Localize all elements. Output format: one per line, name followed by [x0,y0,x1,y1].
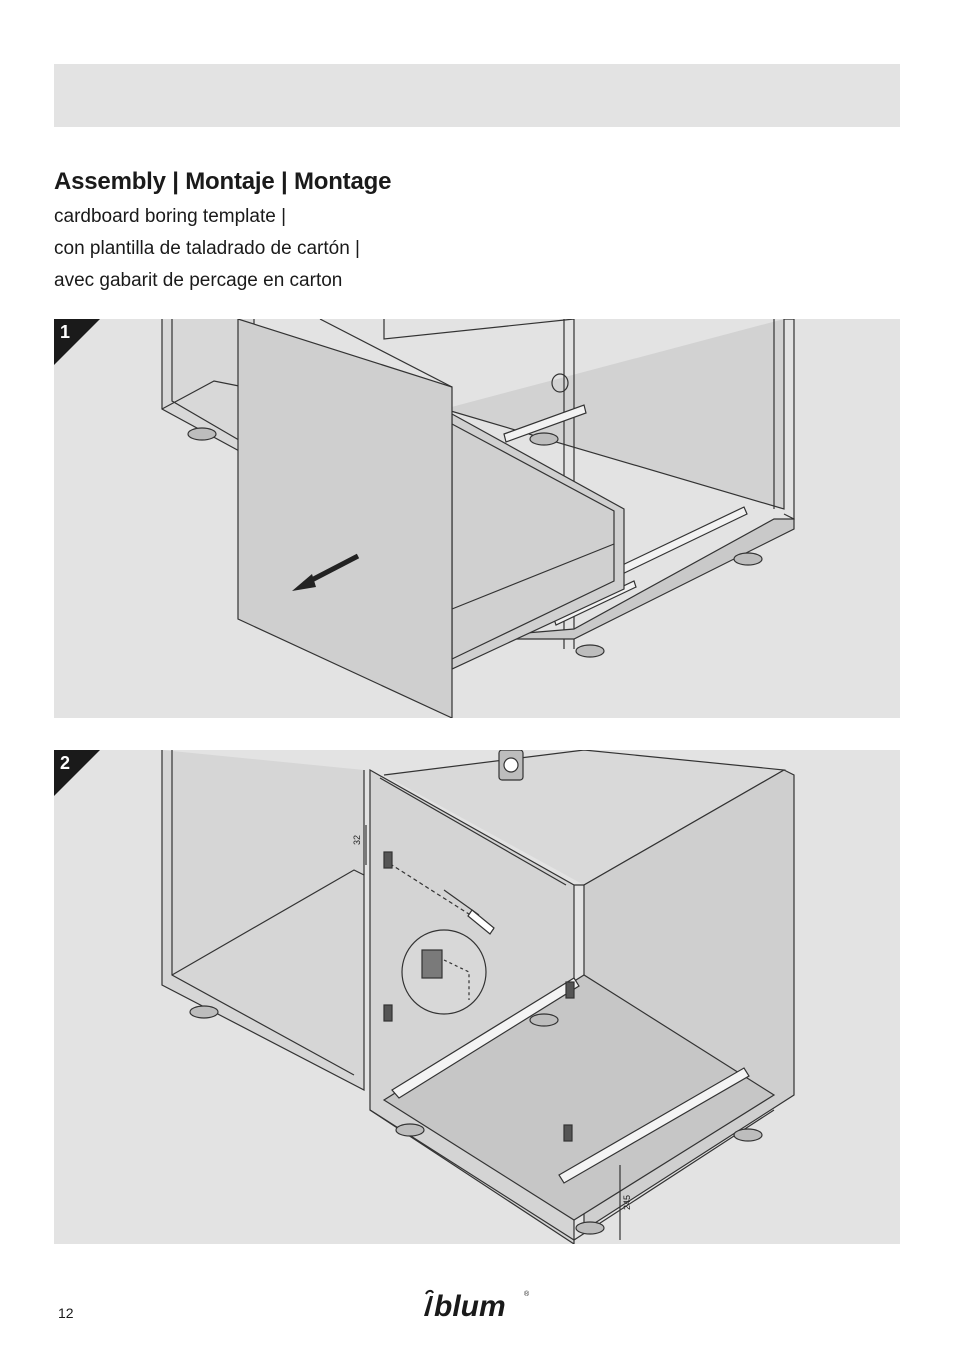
blum-logo [420,1286,532,1322]
subtitle-line-en: cardboard boring template | [54,206,287,227]
subtitle-line-fr: avec gabarit de percage en carton [54,270,343,291]
brand-wordmark: blum [434,1290,506,1322]
cabinet-drawer-removal-drawing [54,319,900,718]
step-number: 1 [60,322,71,342]
subtitle-line-es: con plantilla de taladrado de cartón | [54,238,360,259]
page-title: Assembly | Montaje | Montage [54,168,392,195]
runner-mounting-drawing [54,750,900,1244]
dimension-label-bottom: 245 [622,1194,632,1210]
svg-text:®: ® [524,1291,530,1298]
page-number: 12 [58,1305,74,1321]
step-2-illustration [54,750,900,1244]
step-1-illustration [54,319,900,718]
step-number: 2 [60,753,71,773]
header-banner [54,64,900,127]
dimension-label-top: 32 [352,834,362,845]
